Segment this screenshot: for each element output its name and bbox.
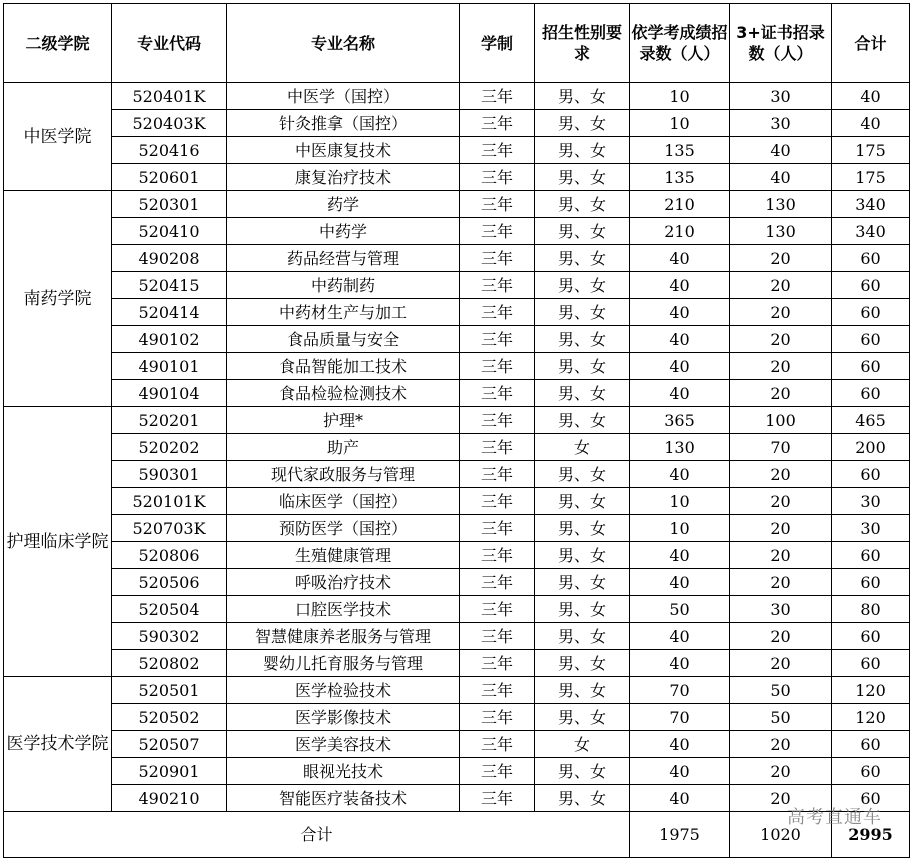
major-code: 520301 [112,191,227,218]
header-score-quota: 依学考成绩招录数（人） [630,4,730,83]
score-quota: 40 [630,758,730,785]
cert-quota: 40 [730,137,832,164]
header-code: 专业代码 [112,4,227,83]
major-code: 520403K [112,110,227,137]
major-name: 助产 [227,434,460,461]
table-row [4,569,910,596]
grand-total: 2995 [832,812,910,858]
major-code: 520504 [112,596,227,623]
cert-quota: 30 [730,596,832,623]
row-total: 30 [832,515,910,542]
duration: 三年 [460,596,535,623]
header-duration: 学制 [460,4,535,83]
table-row [4,191,910,218]
cert-quota: 20 [730,245,832,272]
score-quota: 40 [630,650,730,677]
major-code: 520410 [112,218,227,245]
major-code: 520901 [112,758,227,785]
gender-requirement: 男、女 [535,758,630,785]
major-code: 520201 [112,407,227,434]
cert-quota: 20 [730,461,832,488]
major-code: 590301 [112,461,227,488]
row-total: 340 [832,191,910,218]
table-row [4,434,910,461]
major-code: 520507 [112,731,227,758]
duration: 三年 [460,164,535,191]
major-name: 智能医疗装备技术 [227,785,460,812]
gender-requirement: 男、女 [535,596,630,623]
score-quota: 40 [630,461,730,488]
row-total: 340 [832,218,910,245]
gender-requirement: 男、女 [535,461,630,488]
duration: 三年 [460,731,535,758]
table-row [4,380,910,407]
score-quota: 135 [630,164,730,191]
cert-quota: 40 [730,164,832,191]
major-name: 食品检验检测技术 [227,380,460,407]
gender-requirement: 男、女 [535,83,630,110]
header-row [4,4,910,83]
score-quota: 210 [630,191,730,218]
score-quota: 40 [630,353,730,380]
major-name: 现代家政服务与管理 [227,461,460,488]
duration: 三年 [460,650,535,677]
score-quota: 50 [630,596,730,623]
gender-requirement: 男、女 [535,137,630,164]
major-name: 药品经营与管理 [227,245,460,272]
duration: 三年 [460,83,535,110]
cert-quota: 20 [730,542,832,569]
cert-quota: 30 [730,110,832,137]
college-name: 护理临床学院 [4,407,112,677]
watermark: 高考直通车 [787,807,882,828]
major-name: 食品质量与安全 [227,326,460,353]
score-quota: 40 [630,380,730,407]
duration: 三年 [460,110,535,137]
major-code: 520414 [112,299,227,326]
major-code: 490101 [112,353,227,380]
major-name: 中药学 [227,218,460,245]
duration: 三年 [460,299,535,326]
score-quota: 40 [630,731,730,758]
major-name: 中医康复技术 [227,137,460,164]
cert-quota: 130 [730,218,832,245]
table-row [4,299,910,326]
row-total: 60 [832,326,910,353]
row-total: 60 [832,272,910,299]
table-row [4,83,910,110]
header-cert-quota: 3+证书招录数（人） [730,4,832,83]
score-quota: 70 [630,677,730,704]
duration: 三年 [460,542,535,569]
row-total: 200 [832,434,910,461]
major-code: 490210 [112,785,227,812]
cert-quota: 20 [730,731,832,758]
cert-quota: 70 [730,434,832,461]
score-quota: 40 [630,542,730,569]
cert-quota: 20 [730,299,832,326]
duration: 三年 [460,488,535,515]
duration: 三年 [460,380,535,407]
enrollment-table [3,3,910,858]
gender-requirement: 男、女 [535,353,630,380]
row-total: 60 [832,353,910,380]
major-name: 口腔医学技术 [227,596,460,623]
header-college: 二级学院 [4,4,112,83]
major-name: 中药材生产与加工 [227,299,460,326]
table-row [4,164,910,191]
cert-quota: 20 [730,353,832,380]
duration: 三年 [460,461,535,488]
major-code: 520506 [112,569,227,596]
major-name: 中医学（国控） [227,83,460,110]
table-row [4,326,910,353]
major-name: 医学美容技术 [227,731,460,758]
score-quota: 40 [630,785,730,812]
table-row [4,677,910,704]
header-major-name: 专业名称 [227,4,460,83]
table-row [4,353,910,380]
total-row [4,812,910,858]
table-row [4,542,910,569]
major-code: 520202 [112,434,227,461]
major-name: 护理* [227,407,460,434]
cert-quota: 20 [730,515,832,542]
major-name: 康复治疗技术 [227,164,460,191]
cert-quota: 20 [730,380,832,407]
score-quota: 40 [630,569,730,596]
row-total: 175 [832,164,910,191]
header-total: 合计 [832,4,910,83]
gender-requirement: 男、女 [535,650,630,677]
gender-requirement: 男、女 [535,380,630,407]
gender-requirement: 男、女 [535,164,630,191]
major-name: 生殖健康管理 [227,542,460,569]
duration: 三年 [460,569,535,596]
row-total: 60 [832,731,910,758]
major-code: 520401K [112,83,227,110]
row-total: 60 [832,245,910,272]
gender-requirement: 女 [535,731,630,758]
duration: 三年 [460,218,535,245]
gender-requirement: 男、女 [535,623,630,650]
table-row [4,137,910,164]
score-quota: 130 [630,434,730,461]
gender-requirement: 男、女 [535,299,630,326]
table-row [4,515,910,542]
row-total: 175 [832,137,910,164]
major-code: 590302 [112,623,227,650]
gender-requirement: 男、女 [535,569,630,596]
row-total: 40 [832,83,910,110]
duration: 三年 [460,245,535,272]
row-total: 60 [832,623,910,650]
score-quota: 40 [630,245,730,272]
score-quota: 135 [630,137,730,164]
duration: 三年 [460,785,535,812]
gender-requirement: 女 [535,434,630,461]
row-total: 120 [832,704,910,731]
major-name: 医学检验技术 [227,677,460,704]
major-code: 490208 [112,245,227,272]
major-code: 520601 [112,164,227,191]
major-name: 针灸推拿（国控） [227,110,460,137]
table-row [4,596,910,623]
table-row [4,758,910,785]
cert-quota: 50 [730,704,832,731]
major-code: 520802 [112,650,227,677]
duration: 三年 [460,191,535,218]
gender-requirement: 男、女 [535,704,630,731]
major-code: 520416 [112,137,227,164]
score-quota: 210 [630,218,730,245]
cert-quota: 20 [730,785,832,812]
gender-requirement: 男、女 [535,785,630,812]
duration: 三年 [460,515,535,542]
row-total: 465 [832,407,910,434]
duration: 三年 [460,272,535,299]
major-name: 眼视光技术 [227,758,460,785]
row-total: 40 [832,110,910,137]
score-quota: 40 [630,623,730,650]
duration: 三年 [460,758,535,785]
row-total: 60 [832,785,910,812]
score-quota: 40 [630,272,730,299]
table-row [4,272,910,299]
total-label: 合计 [4,812,630,858]
table-row [4,110,910,137]
cert-quota: 20 [730,569,832,596]
college-name: 中医学院 [4,83,112,191]
gender-requirement: 男、女 [535,272,630,299]
gender-requirement: 男、女 [535,245,630,272]
gender-requirement: 男、女 [535,218,630,245]
college-name: 南药学院 [4,191,112,407]
major-name: 医学影像技术 [227,704,460,731]
gender-requirement: 男、女 [535,542,630,569]
college-name: 医学技术学院 [4,677,112,812]
score-quota: 40 [630,299,730,326]
gender-requirement: 男、女 [535,326,630,353]
header-gender: 招生性别要求 [535,4,630,83]
row-total: 60 [832,542,910,569]
score-quota: 10 [630,83,730,110]
score-quota: 40 [630,326,730,353]
cert-quota: 30 [730,83,832,110]
table-row [4,245,910,272]
cert-quota: 130 [730,191,832,218]
major-name: 食品智能加工技术 [227,353,460,380]
major-code: 520806 [112,542,227,569]
row-total: 80 [832,596,910,623]
table-row [4,461,910,488]
major-name: 临床医学（国控） [227,488,460,515]
duration: 三年 [460,353,535,380]
cert-quota: 20 [730,623,832,650]
duration: 三年 [460,704,535,731]
row-total: 60 [832,380,910,407]
row-total: 120 [832,677,910,704]
score-quota: 10 [630,110,730,137]
score-quota: 10 [630,488,730,515]
duration: 三年 [460,677,535,704]
major-code: 520703K [112,515,227,542]
duration: 三年 [460,137,535,164]
table-row [4,488,910,515]
score-quota: 10 [630,515,730,542]
duration: 三年 [460,623,535,650]
major-name: 呼吸治疗技术 [227,569,460,596]
table-row [4,407,910,434]
table-body [4,83,910,812]
gender-requirement: 男、女 [535,407,630,434]
table-row [4,650,910,677]
cert-quota: 20 [730,326,832,353]
duration: 三年 [460,434,535,461]
row-total: 60 [832,461,910,488]
row-total: 60 [832,569,910,596]
row-total: 60 [832,758,910,785]
cert-quota: 20 [730,758,832,785]
major-code: 520415 [112,272,227,299]
cert-quota: 100 [730,407,832,434]
row-total: 30 [832,488,910,515]
total-cert-quota: 1020 [730,812,832,858]
major-code: 490104 [112,380,227,407]
major-name: 预防医学（国控） [227,515,460,542]
score-quota: 365 [630,407,730,434]
major-code: 520501 [112,677,227,704]
row-total: 60 [832,650,910,677]
gender-requirement: 男、女 [535,488,630,515]
major-name: 药学 [227,191,460,218]
major-name: 婴幼儿托育服务与管理 [227,650,460,677]
score-quota: 70 [630,704,730,731]
major-code: 520101K [112,488,227,515]
table-row [4,704,910,731]
table-row [4,785,910,812]
cert-quota: 20 [730,488,832,515]
total-score-quota: 1975 [630,812,730,858]
table-row [4,623,910,650]
table-row [4,731,910,758]
gender-requirement: 男、女 [535,110,630,137]
gender-requirement: 男、女 [535,677,630,704]
cert-quota: 20 [730,650,832,677]
duration: 三年 [460,326,535,353]
gender-requirement: 男、女 [535,515,630,542]
row-total: 60 [832,299,910,326]
cert-quota: 20 [730,272,832,299]
gender-requirement: 男、女 [535,191,630,218]
major-code: 520502 [112,704,227,731]
cert-quota: 50 [730,677,832,704]
table-row [4,218,910,245]
major-name: 智慧健康养老服务与管理 [227,623,460,650]
duration: 三年 [460,407,535,434]
major-code: 490102 [112,326,227,353]
major-name: 中药制药 [227,272,460,299]
